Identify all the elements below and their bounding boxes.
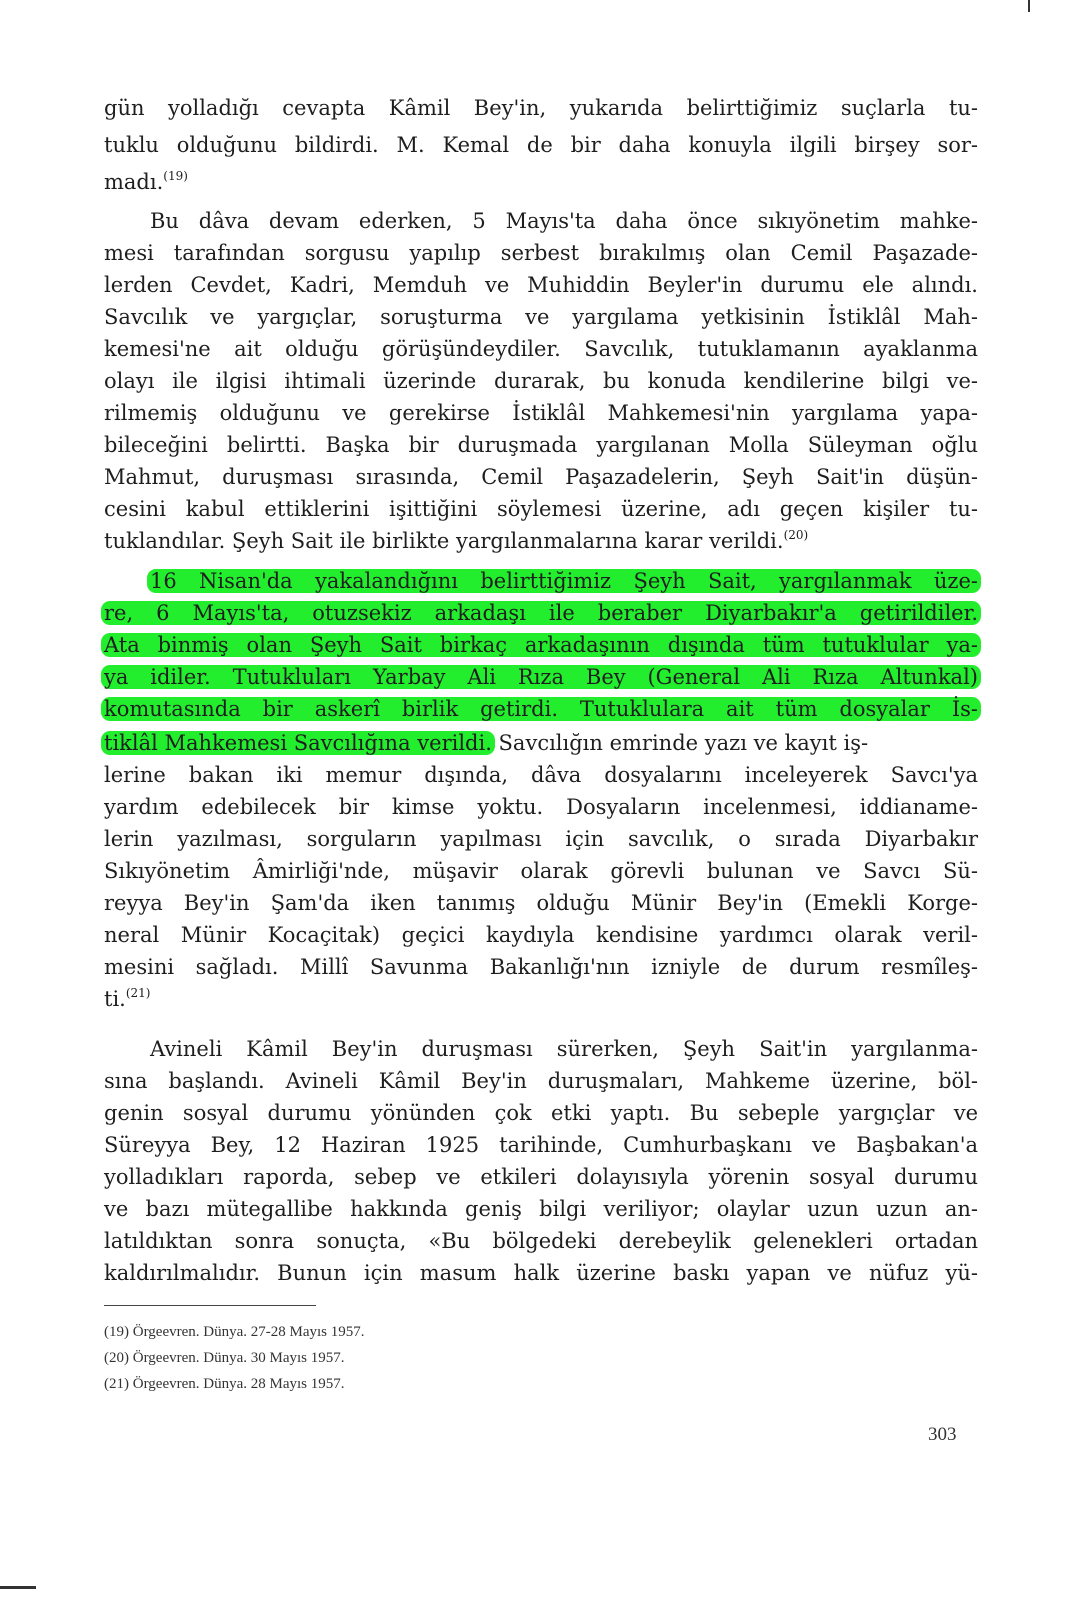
text-line: Savcılık ve yargıçlar, soruşturma ve yargılama yetkisinin İstiklâl Mah- <box>104 305 978 329</box>
text-line: kemesi'ne ait olduğu görüşündeydiler. Savcılık, tutuklamanın ayaklanma <box>104 337 978 361</box>
scan-edge-mark <box>0 1586 36 1589</box>
text-line: reyya Bey'in Şam'da iken tanımış olduğu Münir Bey'in (Emekli Korge- <box>104 891 978 915</box>
highlighted-line: 16 Nisan'da yakalandığını belirttiğimiz Şeyh Sait, yargılanmak üze- <box>150 566 978 596</box>
paragraph-start-line: Avineli Kâmil Bey'in duruşması sürerken, Şeyh Sait'in yargılanma- <box>150 1037 978 1061</box>
text-line: kaldırılmalıdır. Bunun için masum halk üzerine baskı yapan ve nüfuz yü- <box>104 1261 978 1285</box>
text-line: bileceğini belirtti. Başka bir duruşmada yargılanan Molla Süleyman oğlu <box>104 433 978 457</box>
highlighted-line: ya idiler. Tutukluları Yarbay Ali Rıza Bey (General Ali Rıza Altunkal) <box>104 662 978 692</box>
highlighted-line: re, 6 Mayıs'ta, otuzsekiz arkadaşı ile beraber Diyarbakır'a getirildiler. <box>104 598 978 628</box>
text-line: lerin yazılması, sorguların yapılması için savcılık, o sırada Diyarbakır <box>104 827 978 851</box>
text-line: mesi tarafından sorgusu yapılıp serbest bırakılmış olan Cemil Paşazade- <box>104 241 978 265</box>
page-number: 303 <box>928 1424 957 1445</box>
text-line: neral Münir Kocaçitak) geçici kaydıyla kendisine yardımcı olarak veril- <box>104 923 978 947</box>
text-line: yolladıkları raporda, sebep ve etkileri dolayısıyla yörenin sosyal durumu <box>104 1165 978 1189</box>
footnote-divider <box>104 1305 316 1306</box>
text-line: lerine bakan iki memur dışında, dâva dosyalarını inceleyerek Savcı'ya <box>104 763 978 787</box>
text-line: madı.$^{(19)}$ <box>104 169 188 194</box>
highlighted-line: Ata binmiş olan Şeyh Sait birkaç arkadaşının dışında tüm tutuklular ya- <box>104 630 978 660</box>
scan-mark <box>1028 0 1030 12</box>
footnote-ref: (21) <box>125 986 151 1000</box>
text-line: ti.$^{(21)}$ <box>104 986 151 1011</box>
text-line: genin sosyal durumu yönünden çok etki yaptı. Bu sebeple yargıçlar ve <box>104 1101 978 1125</box>
text-line: mesini sağladı. Millî Savunma Bakanlığı'nın izniyle de durum resmîleş- <box>104 955 978 979</box>
text-line: ve bazı mütegallibe hakkında geniş bilgi veriliyor; olaylar uzun uzun an- <box>104 1197 978 1221</box>
text-line: Süreyya Bey, 12 Haziran 1925 tarihinde, Cumhurbaşkanı ve Başbakan'a <box>104 1133 978 1157</box>
highlighted-line: komutasında bir askerî birlik getirdi. Tutuklulara ait tüm dosyalar İs- <box>104 694 978 724</box>
text-line: sına başlandı. Avineli Kâmil Bey'in duruşmaları, Mahkeme üzerine, böl- <box>104 1069 978 1093</box>
text-line: Sıkıyönetim Âmirliği'nde, müşavir olarak görevli bulunan ve Savcı Sü- <box>104 859 978 883</box>
text-line: tuklandılar. Şeyh Sait ile birlikte yargılanmalarına karar verildi.$^{(20)}$ <box>104 528 809 553</box>
text-line: tuklu olduğunu bildirdi. M. Kemal de bir daha konuyla ilgili birşey sor- <box>104 133 978 157</box>
footnote: (19) Örgeevren. Dünya. 27-28 Mayıs 1957. <box>104 1324 365 1340</box>
paragraph-start-line: Bu dâva devam ederken, 5 Mayıs'ta daha önce sıkıyönetim mahke- <box>150 209 978 233</box>
footnote: (20) Örgeevren. Dünya. 30 Mayıs 1957. <box>104 1350 345 1366</box>
highlighted-line: tiklâl Mahkemesi Savcılığına verildi. Savcılığın emrinde yazı ve kayıt iş- <box>104 728 978 758</box>
text-line: Mahmut, duruşması sırasında, Cemil Paşazadelerin, Şeyh Sait'in düşün- <box>104 465 978 489</box>
footnote: (21) Örgeevren. Dünya. 28 Mayıs 1957. <box>104 1376 345 1392</box>
text-line: cesini kabul ettiklerini işittiğini söylemesi üzerine, adı geçen kişiler tu- <box>104 497 978 521</box>
text-line: yardım edebilecek bir kimse yoktu. Dosyaların incelenmesi, iddianame- <box>104 795 978 819</box>
footnote-ref: (20) <box>783 528 809 542</box>
text-line: lerden Cevdet, Kadri, Memduh ve Muhiddin Beyler'in durumu ele alındı. <box>104 273 978 297</box>
text-line: rilmemiş olduğunu ve gerekirse İstiklâl Mahkemesi'nin yargılama yapa- <box>104 401 978 425</box>
footnote-ref: (19) <box>163 169 188 183</box>
text-line: olayı ile ilgisi ihtimali üzerinde durarak, bu konuda kendilerine bilgi ve- <box>104 369 978 393</box>
text-line: latıldıktan sonra sonuçta, «Bu bölgedeki derebeylik gelenekleri ortadan <box>104 1229 978 1253</box>
text-line: gün yolladığı cevapta Kâmil Bey'in, yukarıda belirttiğimiz suçlarla tu- <box>104 96 978 120</box>
